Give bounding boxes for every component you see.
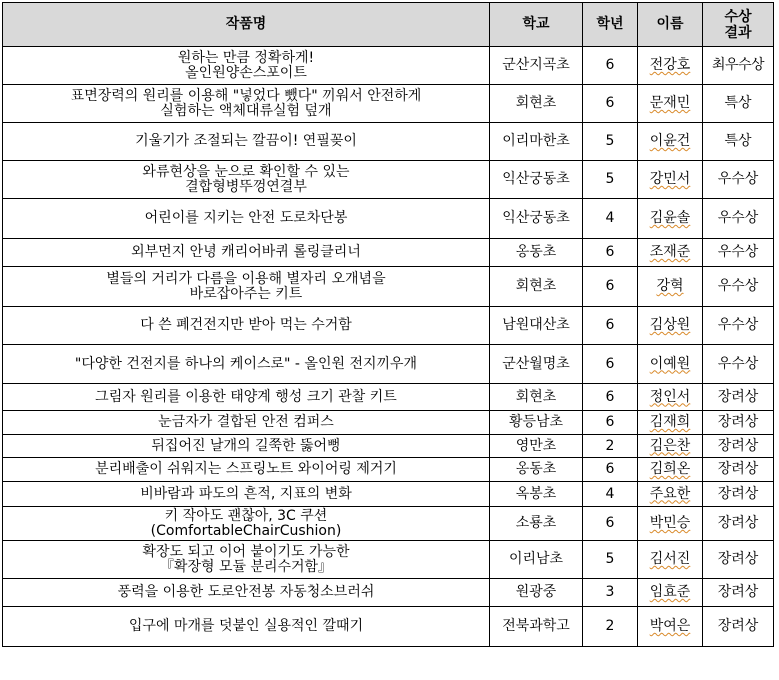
cell-name <box>638 47 703 85</box>
cell-grade: 6 <box>583 384 638 411</box>
cell-grade: 4 <box>583 199 638 239</box>
cell-award: 장려상 <box>703 507 774 541</box>
table-row <box>3 267 774 307</box>
cell-name <box>638 199 703 239</box>
student-name: 문재민 <box>649 95 691 111</box>
student-name: 정인서 <box>649 388 691 405</box>
table-row <box>3 345 774 384</box>
title-line: 원하는 만큼 정확하게! <box>177 49 315 66</box>
header-school: 학교 <box>490 3 583 47</box>
cell-name <box>638 85 703 123</box>
cell-award: 장려상 <box>703 607 774 647</box>
cell-title <box>3 579 490 607</box>
cell-name <box>638 458 703 482</box>
awards-table <box>2 2 774 647</box>
cell-award: 특상 <box>703 85 774 123</box>
cell-award: 우수상 <box>703 307 774 345</box>
table-row <box>3 507 774 541</box>
cell-award: 우수상 <box>703 161 774 199</box>
cell-award: 장려상 <box>703 435 774 458</box>
title-line: (ComfortableChairCushion) <box>150 522 342 539</box>
table-row <box>3 199 774 239</box>
cell-grade: 6 <box>583 239 638 267</box>
cell-school: 회현초 <box>490 267 583 307</box>
student-name: 김희온 <box>649 461 691 477</box>
cell-grade: 2 <box>583 435 638 458</box>
table-row <box>3 411 774 435</box>
cell-school: 이리마한초 <box>490 123 583 161</box>
title-line: 키 작아도 괜찮아, 3C 쿠션 <box>164 507 328 524</box>
cell-school: 영만초 <box>490 435 583 458</box>
table-row <box>3 307 774 345</box>
cell-title <box>3 435 490 458</box>
cell-name <box>638 345 703 384</box>
title-line: 올인원양손스포이트 <box>185 64 307 81</box>
cell-school: 회현초 <box>490 384 583 411</box>
table-row <box>3 47 774 85</box>
cell-name <box>638 435 703 458</box>
cell-award: 우수상 <box>703 345 774 384</box>
student-name: 조재준 <box>649 244 691 260</box>
table-row <box>3 458 774 482</box>
cell-grade: 6 <box>583 307 638 345</box>
student-name: 김은찬 <box>649 437 691 454</box>
cell-title <box>3 123 490 161</box>
title-line: 확장도 되고 이어 붙이기도 가능한 <box>142 543 350 560</box>
cell-name <box>638 579 703 607</box>
cell-school: 익산궁동초 <box>490 161 583 199</box>
title-line: 뒤집어진 날개의 길쭉한 뚫어뻥 <box>151 437 341 454</box>
cell-grade: 6 <box>583 507 638 541</box>
header-row <box>3 3 774 47</box>
cell-award: 장려상 <box>703 458 774 482</box>
cell-name <box>638 384 703 411</box>
header-title: 작품명 <box>3 3 490 47</box>
cell-school: 회현초 <box>490 85 583 123</box>
title-line: 다 쓴 폐건전지만 받아 먹는 수거함 <box>140 317 352 333</box>
title-line: 표면장력의 원리를 이용해 "넣었다 뺐다" 끼워서 안전하게 <box>70 87 422 104</box>
cell-award: 장려상 <box>703 482 774 507</box>
cell-award: 장려상 <box>703 579 774 607</box>
cell-title <box>3 85 490 123</box>
cell-title <box>3 307 490 345</box>
cell-title <box>3 411 490 435</box>
header-grade: 학년 <box>583 3 638 47</box>
cell-school: 이리남초 <box>490 541 583 579</box>
cell-award: 장려상 <box>703 384 774 411</box>
cell-award: 최우수상 <box>703 47 774 85</box>
cell-title <box>3 47 490 85</box>
cell-award: 우수상 <box>703 199 774 239</box>
cell-name <box>638 307 703 345</box>
table-row <box>3 482 774 507</box>
cell-school: 옥봉초 <box>490 482 583 507</box>
cell-grade: 4 <box>583 482 638 507</box>
cell-title <box>3 199 490 239</box>
table-body <box>3 47 774 647</box>
cell-name <box>638 507 703 541</box>
cell-name <box>638 411 703 435</box>
table-row <box>3 579 774 607</box>
student-name: 강혁 <box>656 278 684 294</box>
cell-school: 군산지곡초 <box>490 47 583 85</box>
student-name: 김윤솔 <box>649 210 691 226</box>
cell-school: 익산궁동초 <box>490 199 583 239</box>
title-line: 비바람과 파도의 흔적, 지표의 변화 <box>140 485 352 502</box>
title-line: 입구에 마개를 덧붙인 실용적인 깔때기 <box>128 618 364 634</box>
student-name: 이윤건 <box>649 133 691 149</box>
cell-school: 군산월명초 <box>490 345 583 384</box>
title-line: 풍력을 이용한 도로안전봉 자동청소브러쉬 <box>117 584 375 600</box>
table-row <box>3 384 774 411</box>
cell-school: 남원대산초 <box>490 307 583 345</box>
table-row <box>3 239 774 267</box>
cell-title <box>3 607 490 647</box>
title-line: 눈금자가 결합된 안전 컴퍼스 <box>158 414 334 430</box>
cell-title <box>3 541 490 579</box>
cell-name <box>638 161 703 199</box>
student-name: 김서진 <box>649 551 691 567</box>
student-name: 주요한 <box>649 485 691 502</box>
header-award-line1: 수상 <box>724 8 752 25</box>
cell-award: 장려상 <box>703 411 774 435</box>
cell-title <box>3 384 490 411</box>
cell-school: 전북과학고 <box>490 607 583 647</box>
cell-school: 원광중 <box>490 579 583 607</box>
student-name: 김재희 <box>649 414 691 430</box>
cell-grade: 6 <box>583 85 638 123</box>
cell-grade: 5 <box>583 541 638 579</box>
table-row <box>3 123 774 161</box>
title-line: 『확장형 모듈 분리수거함』 <box>159 558 333 575</box>
cell-school: 옹동초 <box>490 458 583 482</box>
cell-title <box>3 507 490 541</box>
cell-grade: 6 <box>583 345 638 384</box>
cell-grade: 6 <box>583 267 638 307</box>
cell-grade: 5 <box>583 161 638 199</box>
cell-award: 우수상 <box>703 239 774 267</box>
student-name: 이예원 <box>649 355 691 372</box>
cell-grade: 2 <box>583 607 638 647</box>
cell-grade: 5 <box>583 123 638 161</box>
cell-award: 우수상 <box>703 267 774 307</box>
cell-grade: 6 <box>583 411 638 435</box>
cell-grade: 6 <box>583 47 638 85</box>
cell-name <box>638 123 703 161</box>
student-name: 강민서 <box>649 171 691 187</box>
title-line: 결합형병뚜껑연결부 <box>185 178 307 195</box>
table-row <box>3 85 774 123</box>
title-line: 실험하는 액체대류실험 덮개 <box>160 102 332 119</box>
student-name: 김상원 <box>649 317 691 333</box>
cell-title <box>3 161 490 199</box>
title-line: 외부먼지 안녕 캐리어바퀴 롤링클리너 <box>131 244 361 260</box>
table-row <box>3 435 774 458</box>
title-line: 어린이를 지키는 안전 도로차단봉 <box>144 210 348 226</box>
header-award <box>703 3 774 47</box>
title-line: 별들의 거리가 다름을 이용해 별자리 오개념을 <box>106 270 386 287</box>
cell-title <box>3 239 490 267</box>
cell-name <box>638 541 703 579</box>
cell-school: 옹동초 <box>490 239 583 267</box>
awards-table-container <box>2 2 774 647</box>
cell-title <box>3 458 490 482</box>
cell-title <box>3 345 490 384</box>
student-name: 박여은 <box>649 618 691 634</box>
table-row <box>3 161 774 199</box>
cell-title <box>3 482 490 507</box>
cell-name <box>638 482 703 507</box>
title-line: 와류현상을 눈으로 확인할 수 있는 <box>142 163 350 180</box>
header-award-line2: 결과 <box>724 24 752 41</box>
cell-name <box>638 607 703 647</box>
cell-school: 소룡초 <box>490 507 583 541</box>
table-row <box>3 541 774 579</box>
title-line: 그림자 원리를 이용한 태양계 행성 크기 관찰 키트 <box>95 388 397 405</box>
table-row <box>3 607 774 647</box>
cell-name <box>638 239 703 267</box>
student-name: 임효준 <box>649 584 691 600</box>
cell-school: 황등남초 <box>490 411 583 435</box>
cell-title <box>3 267 490 307</box>
header-name: 이름 <box>638 3 703 47</box>
title-line: 분리배출이 쉬워지는 스프링노트 와이어링 제거기 <box>95 461 397 477</box>
cell-grade: 3 <box>583 579 638 607</box>
title-line: 바로잡아주는 키트 <box>189 285 303 302</box>
cell-award: 장려상 <box>703 541 774 579</box>
title-line: "다양한 건전지를 하나의 케이스로" - 올인원 전지끼우개 <box>74 355 418 372</box>
student-name: 박민승 <box>649 515 691 531</box>
title-line: 기울기가 조절되는 깔끔이! 연필꽂이 <box>135 133 357 149</box>
cell-grade: 6 <box>583 458 638 482</box>
cell-name <box>638 267 703 307</box>
cell-award: 특상 <box>703 123 774 161</box>
student-name: 전강호 <box>649 57 691 73</box>
